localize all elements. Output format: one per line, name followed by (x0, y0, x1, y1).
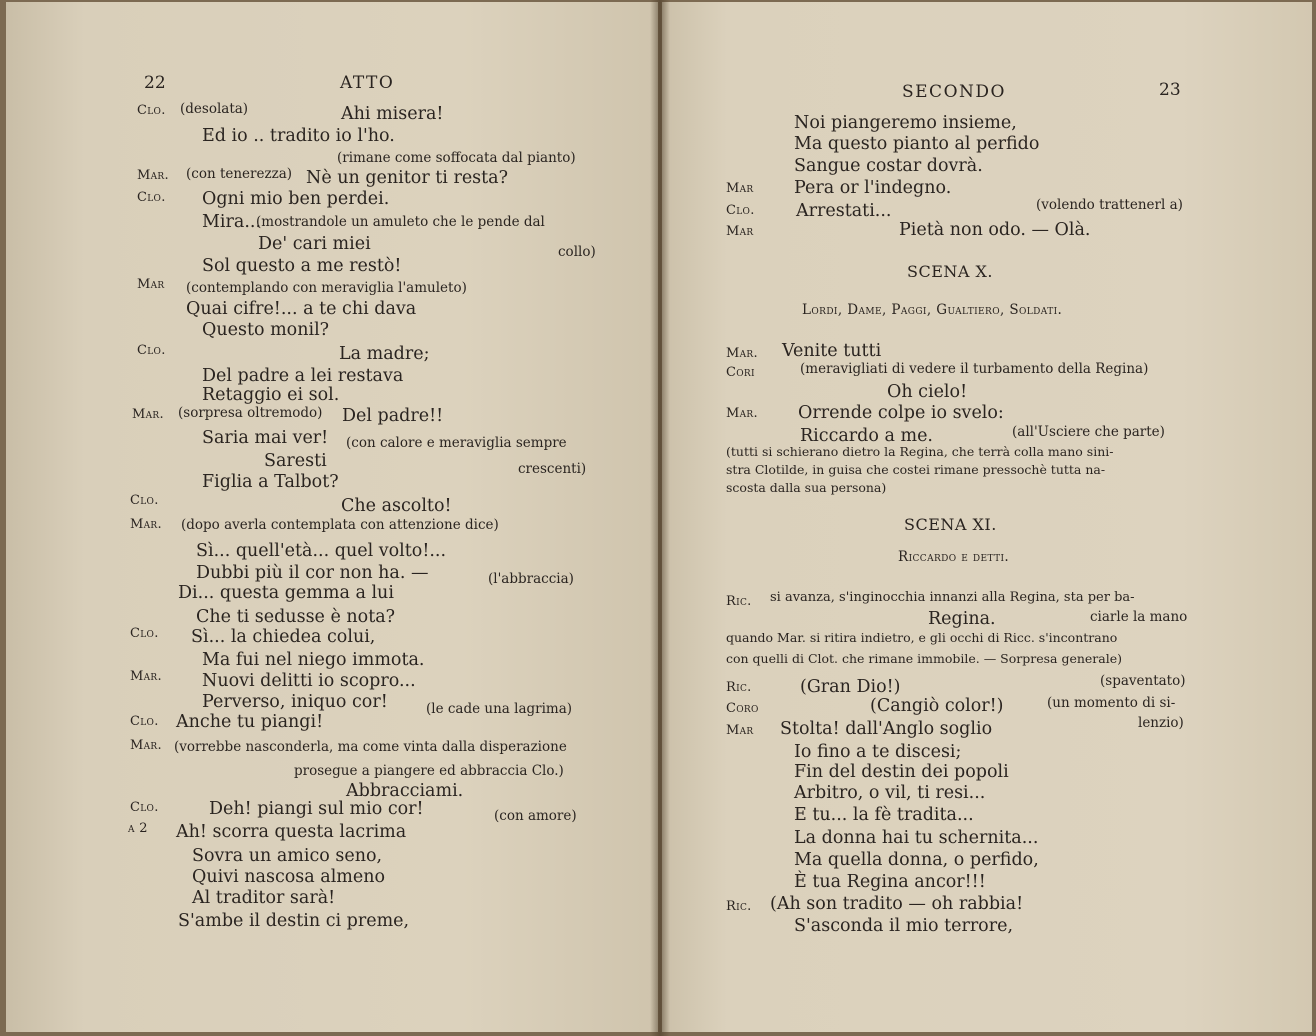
scene-heading: SCENA XI. (904, 515, 997, 534)
page-number: 23 (1159, 80, 1181, 100)
stage-direction: con quelli di Clot. che rimane immobile. — Sorpresa generale) (726, 651, 1122, 666)
verse-line: Sangue costar dovrà. (794, 156, 983, 176)
speaker: Clo. (130, 800, 159, 815)
left-page (6, 2, 658, 1032)
verse-line: Sovra un amico seno, (192, 846, 383, 866)
verse-line: Ma quella donna, o perfido, (794, 850, 1039, 870)
stage-direction: si avanza, s'inginocchia innanzi alla Regina, sta per ba- (770, 590, 1135, 605)
stage-direction: lenzio) (1138, 715, 1184, 731)
character-list: Riccardo e detti. (898, 549, 1010, 565)
verse-line: Stolta! dall'Anglo soglio (780, 719, 993, 739)
speaker: Mar. (130, 669, 162, 684)
speaker: Mar (137, 277, 165, 292)
verse-line: Oh cielo! (887, 382, 968, 402)
stage-direction: (dopo averla contemplata con attenzione dice) (181, 517, 499, 533)
stage-direction: (con tenerezza) (186, 166, 293, 182)
speaker: Clo. (137, 190, 166, 205)
verse-line: Deh! piangi sul mio cor! (209, 799, 424, 819)
verse-line: Sì... quell'età... quel volto!... (196, 541, 447, 561)
scene-heading: SCENA X. (907, 262, 993, 281)
verse-line: (Cangiò color!) (870, 696, 1004, 716)
verse-line: Pietà non odo. — Olà. (899, 220, 1091, 240)
verse-line: Saria mai ver! (202, 428, 329, 448)
stage-direction: (contemplando con meraviglia l'amuleto) (186, 280, 467, 296)
verse-line: La donna hai tu schernita... (794, 828, 1039, 848)
speaker: Cori (726, 365, 755, 380)
speaker: Clo. (137, 103, 166, 118)
verse-line: Io fino a te discesi; (794, 742, 962, 762)
verse-line: S'asconda il mio terrore, (794, 916, 1014, 936)
verse-line: Ma questo pianto al perfido (794, 134, 1040, 154)
verse-line: Questo monil? (202, 320, 330, 340)
stage-direction: (all'Usciere che parte) (1012, 424, 1165, 440)
verse-line: Orrende colpe io svelo: (798, 403, 1004, 423)
verse-line: Ogni mio ben perdei. (202, 189, 390, 209)
verse-line: Saresti (264, 451, 327, 471)
verse-line: Del padre a lei restava (202, 366, 404, 386)
verse-line: È tua Regina ancor!!! (794, 872, 986, 892)
verse-line: Ed io .. tradito io l'ho. (202, 126, 395, 146)
verse-line: E tu... la fè tradita... (794, 805, 974, 825)
verse-line: Che ti sedusse è nota? (196, 607, 396, 627)
stage-direction: quando Mar. si ritira indietro, e gli occhi di Ricc. s'incontrano (726, 630, 1118, 645)
stage-direction: (con amore) (494, 808, 577, 824)
verse-line: Regina. (928, 609, 996, 629)
stage-direction: collo) (558, 244, 596, 260)
verse-line: Pera or l'indegno. (794, 178, 952, 198)
verse-line: Perverso, iniquo cor! (202, 692, 388, 712)
stage-direction: (desolata) (180, 101, 249, 117)
stage-direction: (l'abbraccia) (488, 571, 574, 587)
speaker: a 2 (128, 821, 148, 836)
stage-direction: prosegue a piangere ed abbraccia Clo.) (294, 763, 564, 779)
verse-line: Anche tu piangi! (176, 712, 324, 732)
running-head: ATTO (340, 73, 395, 93)
speaker: Mar (726, 224, 754, 239)
stage-direction: scosta dalla sua persona) (726, 480, 887, 495)
stage-direction: (un momento di si- (1047, 695, 1176, 711)
book-gutter (650, 0, 670, 1036)
verse-line: Dubbi più il cor non ha. — (196, 563, 429, 583)
verse-line: Sol questo a me restò! (202, 256, 402, 276)
speaker: Coro (726, 701, 759, 716)
verse-line: Quivi nascosa almeno (192, 867, 386, 887)
speaker: Mar. (137, 168, 169, 183)
speaker: Mar. (130, 517, 162, 532)
speaker: Clo. (130, 626, 159, 641)
speaker: Mar (726, 181, 754, 196)
stage-direction: stra Clotilde, in guisa che costei rimane pressochè tutta na- (726, 462, 1106, 477)
verse-line: Nuovi delitti io scopro... (202, 671, 416, 691)
speaker: Mar. (726, 346, 758, 361)
speaker: Ric. (726, 899, 752, 914)
character-list: Lordi, Dame, Paggi, Gualtiero, Soldati. (802, 302, 1063, 318)
verse-line: Riccardo a me. (800, 426, 933, 446)
verse-line: Di... questa gemma a lui (178, 583, 394, 603)
speaker: Mar. (726, 406, 758, 421)
speaker: Mar. (132, 407, 164, 422)
verse-line: Retaggio ei sol. (202, 385, 340, 405)
stage-direction: (volendo trattenerl a) (1036, 197, 1183, 213)
verse-line: Figlia a Talbot? (202, 472, 339, 492)
speaker: Clo. (137, 343, 166, 358)
verse-line: (Gran Dio!) (800, 677, 901, 697)
speaker: Clo. (726, 203, 755, 218)
stage-direction: (vorrebbe nasconderla, ma come vinta dalla disperazione (174, 739, 567, 755)
stage-direction: (meravigliati di vedere il turbamento della Regina) (800, 361, 1149, 377)
verse-line: La madre; (339, 344, 430, 364)
verse-line: Ah! scorra questa lacrima (176, 822, 407, 842)
verse-line: Quai cifre!... a te chi dava (186, 299, 417, 319)
verse-line: De' cari miei (258, 234, 371, 254)
verse-line: Nè un genitor ti resta? (306, 168, 509, 188)
verse-line: Ahi misera! (341, 104, 444, 124)
stage-direction: ciarle la mano (1090, 609, 1188, 625)
verse-line: S'ambe il destin ci preme, (178, 911, 410, 931)
verse-line: Fin del destin dei popoli (794, 762, 1009, 782)
speaker: Clo. (130, 714, 159, 729)
verse-line: Al traditor sarà! (192, 888, 336, 908)
stage-direction: crescenti) (518, 461, 587, 477)
verse-line: Venite tutti (782, 341, 882, 361)
speaker: Clo. (130, 493, 159, 508)
verse-line: Del padre!! (342, 406, 444, 426)
stage-direction: (rimane come soffocata dal pianto) (337, 150, 576, 166)
stage-direction: (mostrandole un amuleto che le pende dal (256, 214, 545, 230)
verse-line: Arbitro, o vil, ti resi... (794, 783, 986, 803)
stage-direction: (spaventato) (1100, 673, 1186, 689)
verse-line: Abbracciami. (346, 781, 464, 801)
right-page (662, 2, 1312, 1032)
stage-direction: (le cade una lagrima) (426, 701, 573, 717)
running-head: SECONDO (902, 82, 1006, 102)
verse-line: Ma fui nel niego immota. (202, 650, 425, 670)
verse-line: Che ascolto! (341, 496, 452, 516)
verse-line: (Ah son tradito — oh rabbia! (770, 894, 1024, 914)
verse-line: Arrestati... (796, 201, 892, 221)
stage-direction: (sorpresa oltremodo) (178, 405, 323, 421)
speaker: Mar. (130, 738, 162, 753)
speaker: Mar (726, 723, 754, 738)
verse-line: Noi piangeremo insieme, (794, 113, 1017, 133)
speaker: Ric. (726, 594, 752, 609)
stage-direction: (tutti si schierano dietro la Regina, che terrà colla mano sini- (726, 444, 1114, 459)
speaker: Ric. (726, 680, 752, 695)
page-number: 22 (144, 73, 166, 93)
verse-line: Sì... la chiedea colui, (191, 627, 376, 647)
stage-direction: (con calore e meraviglia sempre (346, 435, 567, 451)
verse-line: Mira... (202, 212, 262, 232)
